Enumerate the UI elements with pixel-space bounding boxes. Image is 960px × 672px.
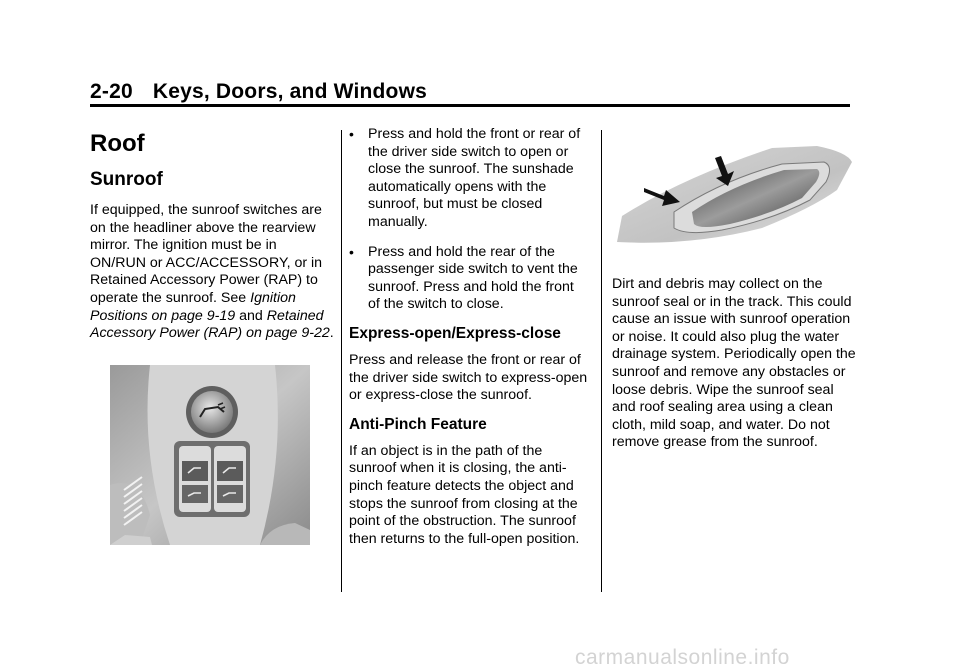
maintenance-paragraph: Dirt and debris may collect on the sunroof seal or in the track. This could cause an issue with sunroof operation or noise. It could also plug the water drainage system. Periodically open the sunroof and remove any obstacles or loose debris. Wipe the sunroof seal and roof sealing area using a clean cloth, mild soap, and water. Do not remove grease from the sunroof. [612,276,856,451]
period-text: . [329,325,334,342]
sunshade-knob[interactable] [191,391,233,433]
watermark: carmanualsonline.info [575,646,790,669]
page-header [90,80,427,104]
section-title: Roof [90,130,145,157]
intro-text: If equipped, the sunroof switches are on the headliner above the rearview mirror. The ignition must be in ON/RUN or ACC/ACCESSORY, or in Retained Accessory Power (RAP) to operate the sunroof. See [90,202,323,306]
page-number: 2-20 [90,80,133,103]
antipinch-paragraph: If an object is in the path of the sunroof when it is closing, the anti-pinch feature detects the object and stops the sunroof from closing at the point of the obstruction. The sunroof then returns to the full-open position. [349,442,580,547]
column-divider-2 [601,130,602,592]
sunroof-seal-illustration [612,138,857,258]
operation-bullet-list [349,126,589,314]
express-paragraph: Press and release the front or rear of the driver side switch to express-open or express-close the sunroof. [349,351,588,404]
and-text: and [239,307,263,324]
column-3 [612,276,857,452]
express-heading: Express-open/Express-close [349,324,561,342]
header-rule [90,104,850,107]
ignition-positions-link[interactable]: Ignition Positions on page 9-19 [90,289,296,324]
column-divider-1 [341,130,342,592]
column-2 [349,126,589,548]
bullet-vent: • Press and hold the rear of the passenger side switch to vent the sunroof. Press and hold the front of the switch to close. [349,244,589,314]
subsection-title: Sunroof [90,169,163,190]
sunroof-intro-paragraph [90,202,335,343]
column-1 [90,130,335,343]
sunroof-switch-illustration [110,365,310,545]
bullet-open-close: • Press and hold the front or rear of the driver side switch to open or close the sunroof. The sunshade automatically opens with the sunroof, but must be closed manually. [349,126,589,232]
chapter-title: Keys, Doors, and Windows [152,80,427,103]
rap-link[interactable]: Retained Accessory Power (RAP) on page 9-22 [90,307,330,342]
antipinch-heading: Anti-Pinch Feature [349,415,487,433]
